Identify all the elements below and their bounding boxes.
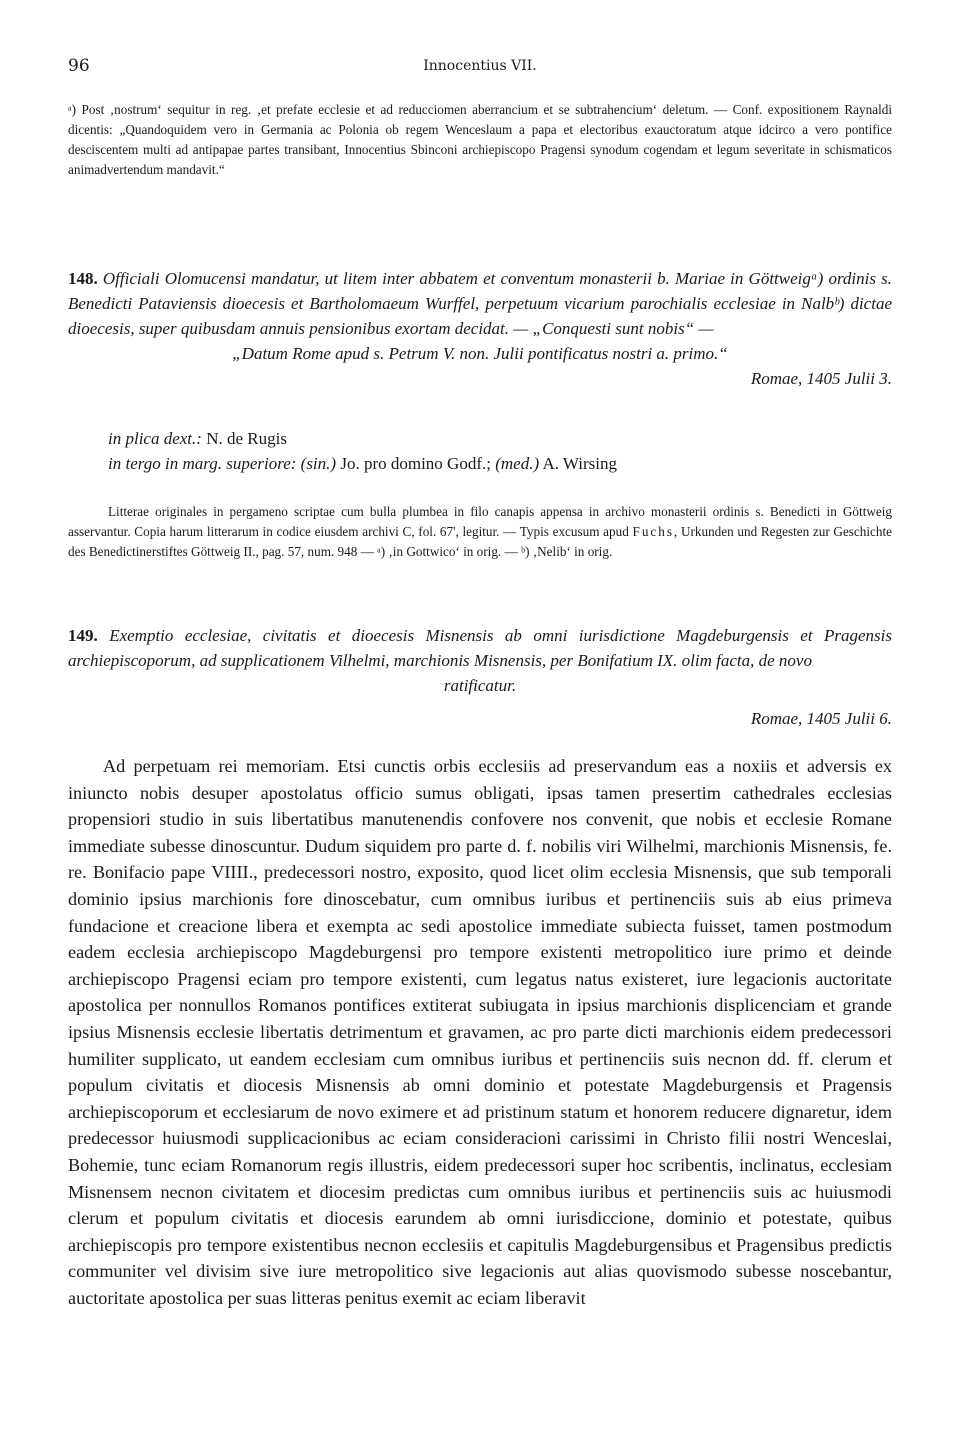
tergo-value-2: A. Wirsing: [542, 454, 617, 473]
entry-149-date: Romae, 1405 Julii 6.: [750, 709, 892, 728]
plica-value: N. de Rugis: [206, 429, 287, 448]
tergo-value-1: Jo. pro domino Godf.;: [340, 454, 491, 473]
tergo-label-2: (med.): [495, 454, 540, 473]
note-part-2: , Urkunden und Regesten zur Geschichte des Benedictinerstiftes Göttweig II., pag. 57, num. 948 — ᵃ) ‚in Gottwico‘ in orig. — ᵇ) ‚Nelib‘ in orig.: [68, 524, 893, 559]
note-part-1: Litterae originales in pergameno scriptae cum bulla plumbea in filo canapis appensa in archivo monasterii ordinis s. Benedicti in Göttweig asservantur. Copia harum litterarum in codice eiusdem archivi C, fol. 67', legitur. — Typis excusum apud: [68, 504, 892, 539]
entry-149-number: 149.: [68, 626, 98, 645]
entry-148: [68, 266, 892, 562]
footnote-a: ᵃ) Post ‚nostrum‘ sequitur in reg. ‚et prefate ecclesie et ad reducciomen aberrancium et se subtrahencium‘ deletum. — Conf. expositionem Raynaldi dicentis: „Quandoquidem vero in Germania ac Polonia ob regem Wenceslaum a papa et electoribus exauctoratum atque idcirco a vero pontifice desciscentem multi ad antipapae partes transibant, Innocentius Sbinconi archiepiscopo Pragensi synodum cogendam et legum severitate in schismaticos animadvertendum mandavit.“: [68, 102, 892, 177]
page-header: [68, 56, 892, 80]
note-author: Fuchs: [632, 524, 674, 539]
plica-annotation: [68, 426, 892, 451]
entry-149: [68, 623, 892, 1311]
entry-148-datum: „Datum Rome apud s. Petrum V. non. Julii pontificatus nostri a. primo.“: [232, 344, 728, 363]
entry-149-body: [68, 753, 892, 1311]
entry-149-heading-text: Exemptio ecclesiae, civitatis et dioecesis Misnensis ab omni iurisdictione Magdeburgensis et Pragensis archiepiscoporum, ad supplicationem Vilhelmi, marchionis Misnensis, per Bonifatium IX. olim facta, de novo: [68, 626, 892, 670]
entry-148-date: Romae, 1405 Julii 3.: [750, 369, 892, 388]
running-title: Innocentius VII.: [423, 58, 537, 74]
tergo-label: in tergo in marg. superiore: (sin.): [108, 454, 337, 473]
body-paragraph: Ad perpetuam rei memoriam. Etsi cunctis orbis ecclesiis ad preservandum eas a noxiis et adversis ex iniuncto nobis desuper apostolatus officio sumus obligati, ipsas tamen presertim cathedrales ecclesias propensiori studio in suis libertatibus manutenendis confovere nos convenit, que nobis et ecclesie Romane immediate subesse dinoscuntur. Dudum siquidem pro parte d. f. nobilis viri Wilhelmi, marchionis Misnensis, fe. re. Bonifacio pape VIIII., predecessori nostro, exposito, quod licet olim ecclesia Misnensis, que sub temporali dominio ipsius marchionis fore dinoscebatur, cum omnibus iuribus et pertinenciis suis ab eius primeva fundacione et creacione libera et exempta ac sedi apostolice immediate subiecta fuisset, tamen postmodum eadem ecclesia archiepiscopo Magdeburgensi pro tempore existenti metropolitico iure primo et deinde archiepiscopo Pragensi eciam pro tempore existenti, cum legatus natus existeret, iure legacionis auctoritate apostolica per nonnullos Romanos pontifices extiterat subiugata in ipsius marchionis displicenciam et grande ipsius Misnensis ecclesie libertatis detrimentum et gravamen, ac pro parte dicti marchionis eidem predecessori humiliter supplicato, ut eandem ecclesiam cum omnibus iuribus et pertinenciis suis necnon dd. ff. clerum et populum civitatis et diocesis Misnensis ab omni dominio et potestate Magdeburgensis et Pragensis archiepiscoporum et ecclesiarum de novo eximere et ad pristinum statum et honorem reducere dignaretur, idem predecessor huiusmodi supplicacionibus ac eciam consideracioni carissimi in Christo filii nostri Wenceslai, Bohemie, tunc eciam Romanorum regis illustris, eidem predecessori super hoc scribentis, inclinatus, ecclesiam Misnensem necnon civitatem et diocesim predictas cum omnibus iuribus et pertinenciis suis ac huiusmodi clerum et populum civitatis et diocesis earundem ab omni iurisdiccione, dominio et potestate, quibus archiepiscopis pro tempore existentibus necnon ecclesiis et capitulis Magdeburgensibus et Pragensibus predictis communiter vel divisim sive iure metropolitico sive legacionis aut alias quovismodo subesse noscebantur, auctoritate apostolica per suas litteras penitus exemit ac eciam liberavit: [68, 756, 892, 1308]
entry-148-heading: [68, 266, 892, 341]
entry-148-archival-note: [68, 502, 892, 562]
entry-148-heading-text: Officiali Olomucensi mandatur, ut litem inter abbatem et conventum monasterii b. Mariae in Göttweigᵃ) ordinis s. Benedicti Pataviensis dioecesis et Bartholomaeum Wurffel, perpetuum vicarium parochialis ecclesiae in Nalbᵇ) dictae dioecesis, super quibusdam annuis pensionibus exortam decidat. — „Conquesti sunt nobis“ —: [68, 269, 892, 338]
entry-149-heading-end: ratificatur.: [443, 676, 517, 695]
tergo-annotation: [68, 451, 892, 476]
entry-149-heading: [68, 623, 892, 673]
entry-148-number: 148.: [68, 269, 98, 288]
page-number: 96: [68, 56, 90, 76]
plica-label: in plica dext.:: [108, 429, 202, 448]
